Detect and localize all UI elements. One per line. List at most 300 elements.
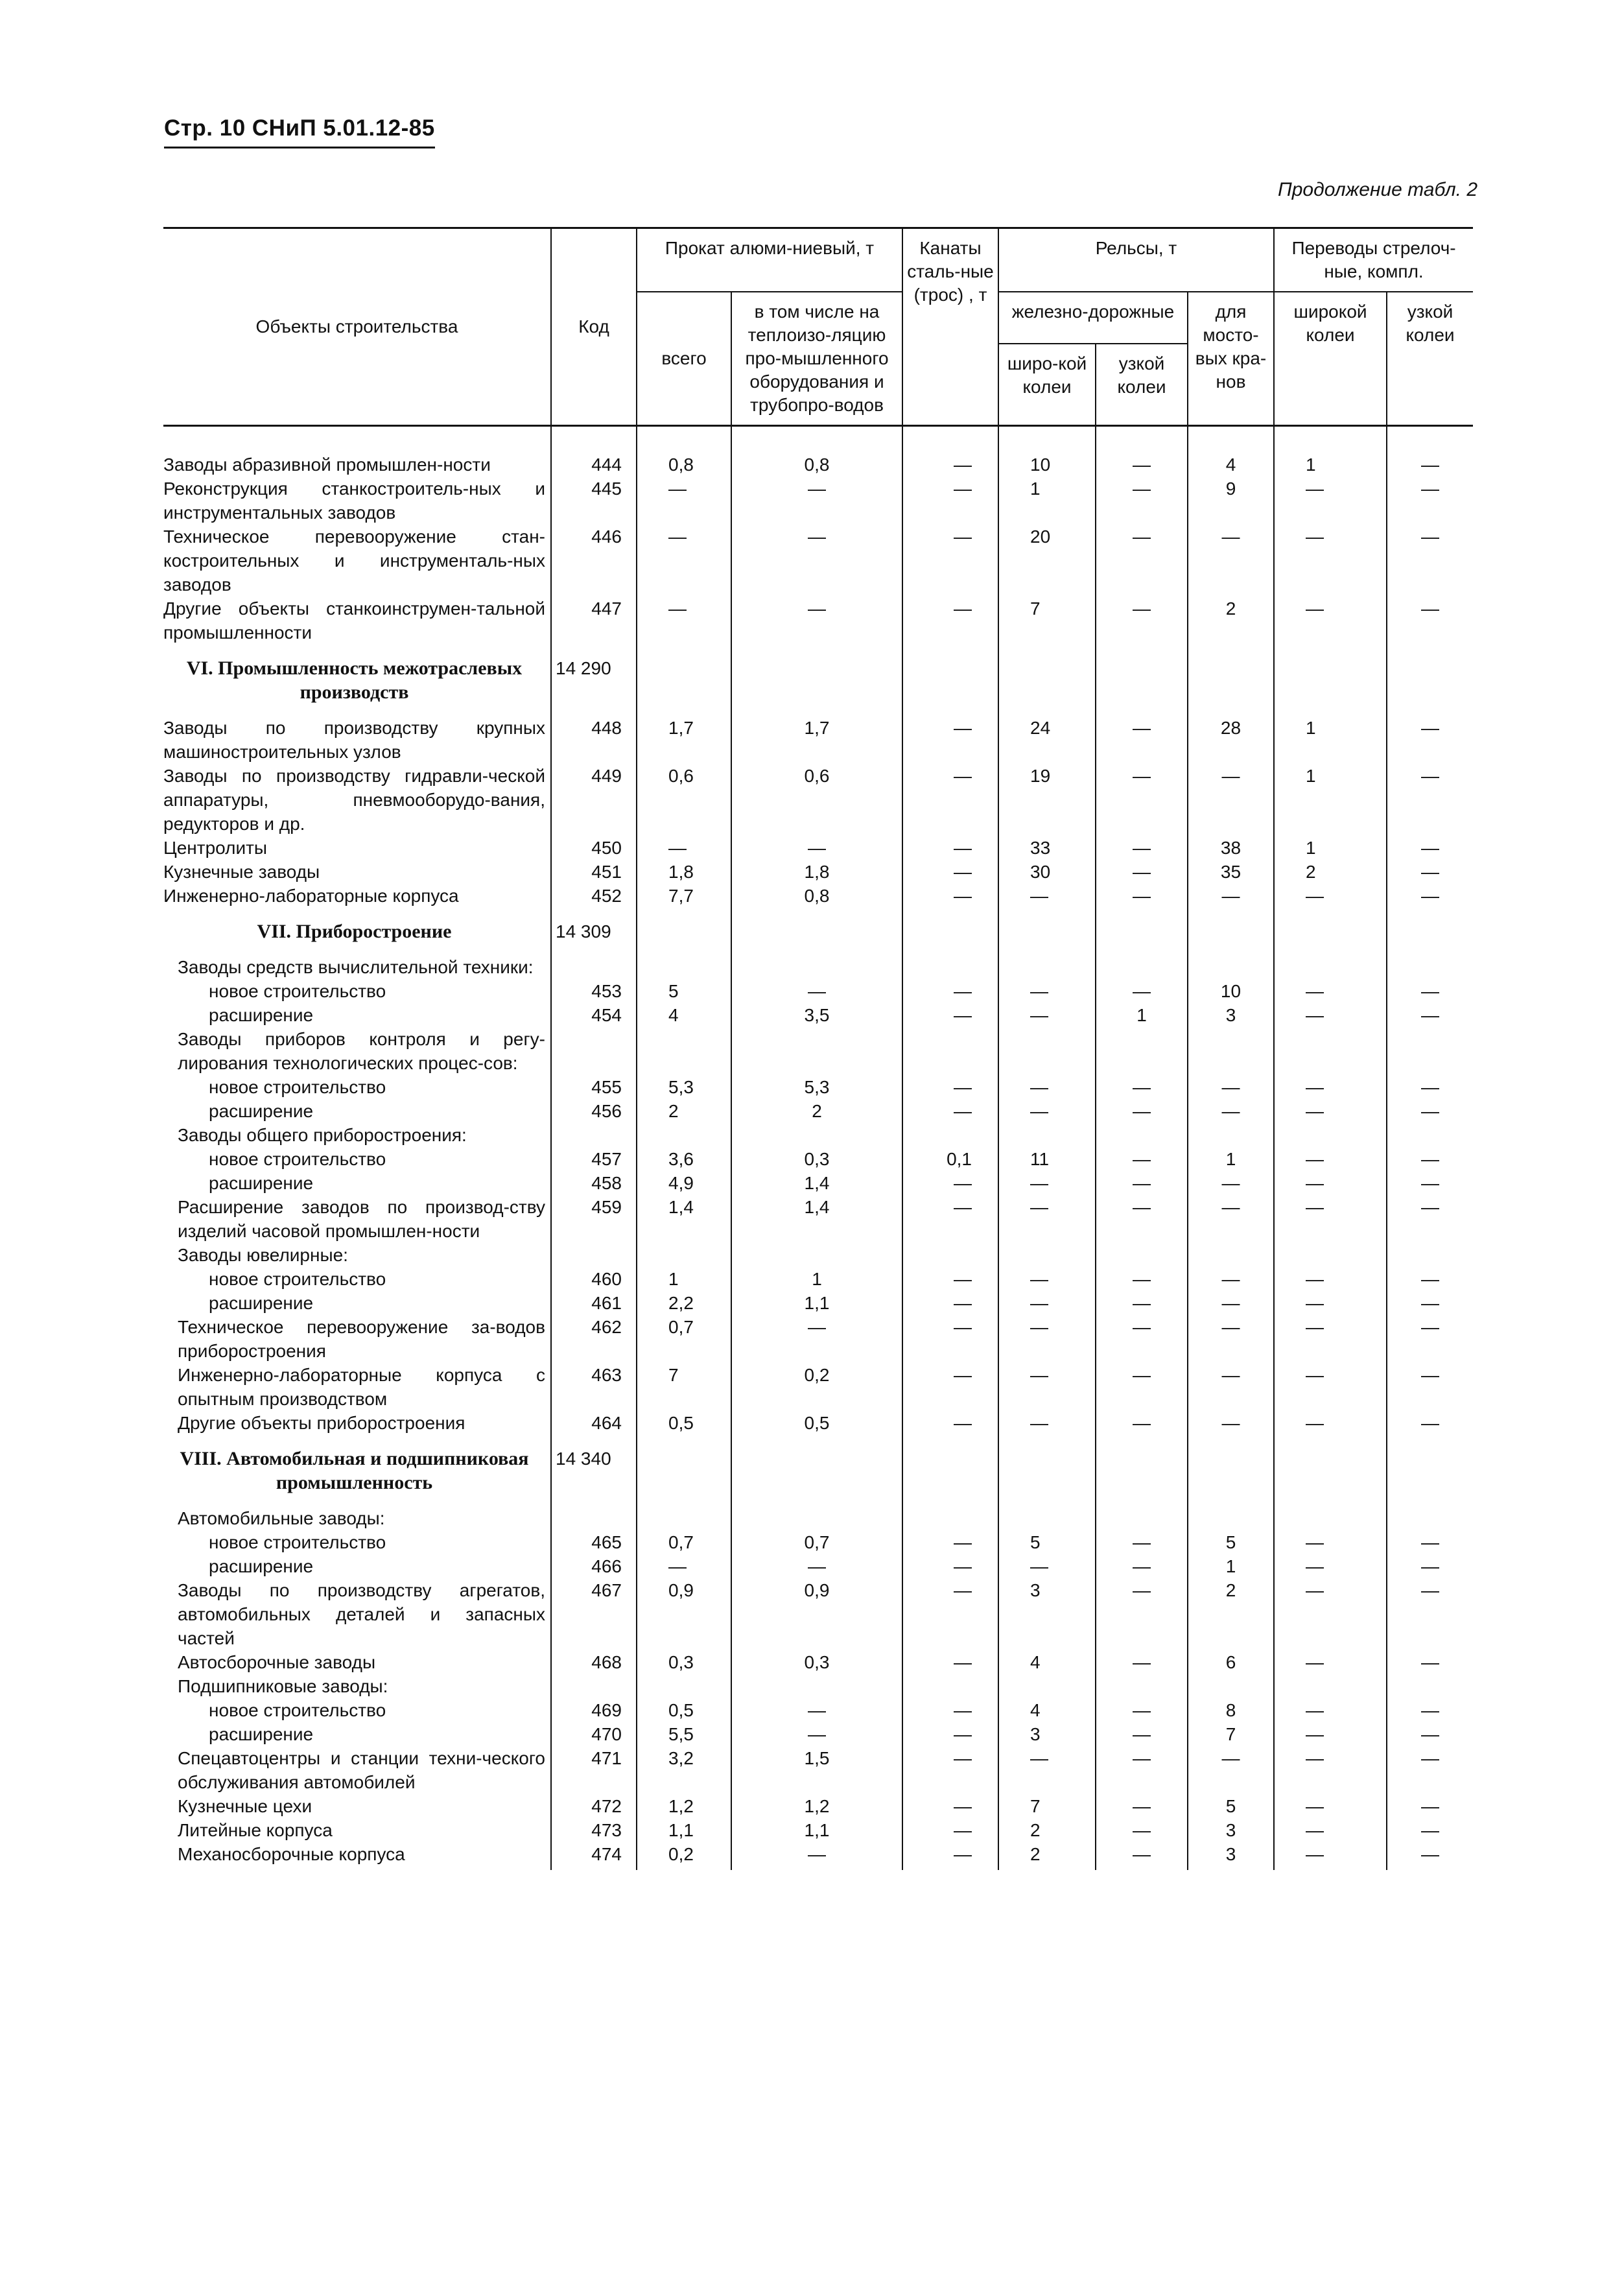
cell-sw-wide: 1 <box>1274 764 1387 836</box>
table-row <box>163 1075 1473 1099</box>
cell-alu-total <box>637 645 731 704</box>
cell-rails-narrow: — <box>1096 1746 1188 1794</box>
cell-sw-narrow: — <box>1387 1267 1473 1291</box>
cell-sw-narrow <box>1387 1243 1473 1267</box>
cell-ropes: — <box>902 1698 998 1722</box>
cell-rails-crane: — <box>1188 884 1274 908</box>
cell-sw-wide: — <box>1274 1578 1387 1650</box>
header-code: Код <box>551 228 637 426</box>
cell-sw-wide: — <box>1274 1650 1387 1674</box>
cell-rails-wide: — <box>998 1003 1096 1027</box>
cell-rails-narrow: — <box>1096 1578 1188 1650</box>
cell-sw-wide: — <box>1274 1746 1387 1794</box>
object-code: 464 <box>551 1411 637 1435</box>
cell-rails-crane: 28 <box>1188 704 1274 764</box>
cell-rails-narrow: — <box>1096 1363 1188 1411</box>
cell-sw-wide: 1 <box>1274 704 1387 764</box>
cell-rails-wide: — <box>998 1554 1096 1578</box>
table-row <box>163 979 1473 1003</box>
header-alu-incl: в том числе на теплоизо-ляцию про-мышленного оборудования и трубопро-водов <box>731 292 902 426</box>
cell-rails-crane: 2 <box>1188 597 1274 645</box>
cell-rails-crane: 1 <box>1188 1147 1274 1171</box>
object-name: Заводы по производству гидравли-ческой аппаратуры, пневмооборудо-вания, редукторов и др. <box>163 766 545 834</box>
cell-rails-crane: — <box>1188 1099 1274 1123</box>
object-name: Техническое перевооружение стан-костроительных и инструменталь-ных заводов <box>163 527 545 595</box>
cell-ropes: — <box>902 1291 998 1315</box>
object-code <box>551 1495 637 1530</box>
object-code: 14 309 <box>551 908 637 943</box>
header-alu-total: всего <box>637 292 731 426</box>
cell-alu-incl: 0,8 <box>731 426 902 477</box>
object-code: 470 <box>551 1722 637 1746</box>
cell-alu-total <box>637 1123 731 1147</box>
cell-sw-narrow <box>1387 1435 1473 1495</box>
cell-ropes: — <box>902 1267 998 1291</box>
cell-sw-wide: — <box>1274 884 1387 908</box>
cell-rails-wide <box>998 908 1096 943</box>
table-row <box>163 1099 1473 1123</box>
object-name: Заводы общего приборостроения: <box>178 1125 467 1145</box>
cell-alu-total: — <box>637 477 731 525</box>
cell-rails-crane <box>1188 943 1274 979</box>
object-name: Расширение заводов по производ-ству изделий часовой промышлен-ности <box>178 1197 545 1241</box>
table-row <box>163 477 1473 525</box>
table-row <box>163 1554 1473 1578</box>
object-name: новое строительство <box>209 1077 386 1097</box>
table-row <box>163 1363 1473 1411</box>
cell-rails-crane: 35 <box>1188 860 1274 884</box>
cell-rails-narrow: — <box>1096 525 1188 597</box>
cell-sw-wide: — <box>1274 525 1387 597</box>
cell-rails-wide: 4 <box>998 1650 1096 1674</box>
cell-sw-wide <box>1274 1123 1387 1147</box>
cell-alu-total: 0,2 <box>637 1842 731 1866</box>
table-row <box>163 1123 1473 1147</box>
cell-rails-crane: — <box>1188 1315 1274 1363</box>
object-code: 473 <box>551 1818 637 1842</box>
cell-rails-narrow: — <box>1096 1099 1188 1123</box>
cell-sw-narrow <box>1387 943 1473 979</box>
cell-ropes: — <box>902 1171 998 1195</box>
cell-alu-incl: — <box>731 1315 902 1363</box>
table-row <box>163 943 1473 979</box>
cell-rails-wide <box>998 645 1096 704</box>
object-code: 446 <box>551 525 637 597</box>
cell-sw-wide: — <box>1274 1171 1387 1195</box>
header-rails: Рельсы, т <box>998 228 1274 292</box>
cell-rails-narrow <box>1096 1123 1188 1147</box>
cell-sw-narrow: — <box>1387 426 1473 477</box>
object-code: 459 <box>551 1195 637 1243</box>
cell-rails-wide: — <box>998 884 1096 908</box>
table-row <box>163 597 1473 645</box>
cell-sw-wide: 1 <box>1274 836 1387 860</box>
table-row <box>163 764 1473 836</box>
table-row <box>163 1746 1473 1794</box>
cell-alu-total: 5,3 <box>637 1075 731 1099</box>
cell-alu-total: 1,2 <box>637 1794 731 1818</box>
cell-rails-crane <box>1188 1123 1274 1147</box>
cell-sw-wide: — <box>1274 1003 1387 1027</box>
cell-rails-wide: 4 <box>998 1698 1096 1722</box>
table-row <box>163 1578 1473 1650</box>
cell-alu-total: 7 <box>637 1363 731 1411</box>
table-row <box>163 1842 1473 1866</box>
object-name: новое строительство <box>209 981 386 1001</box>
table-row <box>163 836 1473 860</box>
cell-sw-narrow: — <box>1387 1650 1473 1674</box>
object-name: Спецавтоцентры и станции техни-ческого обслуживания автомобилей <box>178 1748 545 1792</box>
cell-ropes: — <box>902 1578 998 1650</box>
cell-rails-narrow <box>1096 1435 1188 1495</box>
cell-ropes: — <box>902 836 998 860</box>
cell-rails-wide <box>998 1027 1096 1075</box>
cell-alu-total <box>637 1027 731 1075</box>
object-name: Центролиты <box>163 838 268 858</box>
cell-rails-crane: — <box>1188 1411 1274 1435</box>
cell-rails-wide: — <box>998 1195 1096 1243</box>
cell-alu-incl: 0,5 <box>731 1411 902 1435</box>
cell-alu-incl: — <box>731 1698 902 1722</box>
table-row <box>163 426 1473 477</box>
cell-sw-wide <box>1274 645 1387 704</box>
object-name: расширение <box>209 1173 314 1193</box>
cell-rails-narrow: — <box>1096 426 1188 477</box>
cell-sw-narrow: — <box>1387 764 1473 836</box>
cell-ropes: — <box>902 979 998 1003</box>
cell-rails-wide <box>998 1435 1096 1495</box>
cell-alu-incl <box>731 645 902 704</box>
cell-rails-crane <box>1188 1027 1274 1075</box>
cell-sw-wide: — <box>1274 1099 1387 1123</box>
object-name: новое строительство <box>209 1269 386 1289</box>
cell-ropes: — <box>902 477 998 525</box>
table-row <box>163 884 1473 908</box>
cell-rails-narrow: — <box>1096 1554 1188 1578</box>
cell-rails-narrow: — <box>1096 1147 1188 1171</box>
object-code: 455 <box>551 1075 637 1099</box>
cell-rails-wide: — <box>998 1363 1096 1411</box>
cell-sw-wide <box>1274 1435 1387 1495</box>
object-name: новое строительство <box>209 1149 386 1169</box>
cell-rails-crane <box>1188 1435 1274 1495</box>
cell-alu-incl: — <box>731 836 902 860</box>
cell-ropes: — <box>902 1195 998 1243</box>
table-row <box>163 1411 1473 1435</box>
object-code: 452 <box>551 884 637 908</box>
cell-sw-narrow <box>1387 1123 1473 1147</box>
cell-rails-wide: 24 <box>998 704 1096 764</box>
cell-alu-incl: 1,2 <box>731 1794 902 1818</box>
cell-alu-incl: — <box>731 597 902 645</box>
page-header: Стр. 10 СНиП 5.01.12-85 <box>164 115 435 148</box>
cell-sw-wide <box>1274 1243 1387 1267</box>
cell-ropes: — <box>902 525 998 597</box>
cell-ropes <box>902 645 998 704</box>
cell-rails-wide <box>998 943 1096 979</box>
object-code: 453 <box>551 979 637 1003</box>
cell-alu-total: 0,5 <box>637 1698 731 1722</box>
object-code: 474 <box>551 1842 637 1866</box>
object-code <box>551 1243 637 1267</box>
table-row <box>163 1818 1473 1842</box>
object-name: Реконструкция станкостроитель-ных и инструментальных заводов <box>163 479 545 523</box>
cell-alu-incl: 1,4 <box>731 1171 902 1195</box>
object-code: 467 <box>551 1578 637 1650</box>
cell-alu-incl: 0,7 <box>731 1530 902 1554</box>
object-code: 463 <box>551 1363 637 1411</box>
object-name: Другие объекты станкоинструмен-тальной промышленности <box>163 598 545 643</box>
object-code <box>551 1027 637 1075</box>
object-name: Заводы по производству крупных машиностроительных узлов <box>163 718 545 762</box>
cell-rails-narrow: 1 <box>1096 1003 1188 1027</box>
object-name: Автосборочные заводы <box>178 1652 376 1672</box>
cell-alu-total: 1,4 <box>637 1195 731 1243</box>
cell-alu-incl <box>731 943 902 979</box>
cell-rails-wide: 20 <box>998 525 1096 597</box>
cell-rails-crane <box>1188 1243 1274 1267</box>
table-row <box>163 704 1473 764</box>
cell-alu-total: 7,7 <box>637 884 731 908</box>
materials-table <box>163 227 1473 1870</box>
cell-alu-total: 5,5 <box>637 1722 731 1746</box>
cell-rails-crane: 4 <box>1188 426 1274 477</box>
object-code: 472 <box>551 1794 637 1818</box>
cell-sw-wide: — <box>1274 1363 1387 1411</box>
cell-sw-narrow: — <box>1387 1147 1473 1171</box>
cell-rails-narrow: — <box>1096 1171 1188 1195</box>
cell-sw-wide: — <box>1274 1530 1387 1554</box>
header-ropes: Канаты сталь-ные (трос) , т <box>902 228 998 426</box>
cell-alu-total: 0,9 <box>637 1578 731 1650</box>
cell-sw-narrow: — <box>1387 1171 1473 1195</box>
object-code: 450 <box>551 836 637 860</box>
object-code <box>551 1123 637 1147</box>
cell-rails-crane: — <box>1188 1746 1274 1794</box>
cell-sw-narrow: — <box>1387 1578 1473 1650</box>
table-row <box>163 1027 1473 1075</box>
object-name: Заводы приборов контроля и регу-лирования технологических процес-сов: <box>178 1029 545 1073</box>
cell-sw-narrow: — <box>1387 1315 1473 1363</box>
object-name: Автомобильные заводы: <box>178 1508 385 1528</box>
object-name: Кузнечные цехи <box>178 1796 312 1816</box>
header-switches: Переводы стрелоч-ные, компл. <box>1274 228 1473 292</box>
cell-rails-narrow: — <box>1096 597 1188 645</box>
table-row <box>163 860 1473 884</box>
cell-rails-wide: 7 <box>998 597 1096 645</box>
table-row <box>163 1794 1473 1818</box>
cell-rails-crane: — <box>1188 525 1274 597</box>
cell-rails-crane: — <box>1188 1075 1274 1099</box>
cell-sw-wide <box>1274 1674 1387 1698</box>
cell-alu-total <box>637 1495 731 1530</box>
table-row <box>163 1674 1473 1698</box>
cell-alu-total: — <box>637 597 731 645</box>
cell-rails-crane: — <box>1188 1195 1274 1243</box>
cell-rails-narrow: — <box>1096 860 1188 884</box>
cell-rails-narrow: — <box>1096 1698 1188 1722</box>
object-code: 466 <box>551 1554 637 1578</box>
cell-alu-total: 0,8 <box>637 426 731 477</box>
cell-sw-wide <box>1274 943 1387 979</box>
cell-rails-crane: 9 <box>1188 477 1274 525</box>
cell-alu-incl <box>731 1243 902 1267</box>
cell-ropes <box>902 908 998 943</box>
cell-rails-narrow: — <box>1096 704 1188 764</box>
cell-alu-total <box>637 1435 731 1495</box>
cell-sw-wide <box>1274 908 1387 943</box>
cell-sw-wide: — <box>1274 1554 1387 1578</box>
cell-sw-narrow: — <box>1387 477 1473 525</box>
section-row <box>163 908 1473 943</box>
cell-rails-crane: 5 <box>1188 1794 1274 1818</box>
object-code <box>551 1674 637 1698</box>
table-row <box>163 1315 1473 1363</box>
cell-rails-wide: 3 <box>998 1722 1096 1746</box>
section-title: VI. Промышленность межотраслевых производств <box>186 657 523 703</box>
object-name: новое строительство <box>209 1532 386 1552</box>
cell-rails-wide: 3 <box>998 1578 1096 1650</box>
cell-ropes: — <box>902 1411 998 1435</box>
cell-ropes <box>902 1435 998 1495</box>
cell-rails-wide: — <box>998 1267 1096 1291</box>
cell-alu-total: 2,2 <box>637 1291 731 1315</box>
table-end-spacer <box>163 1866 1473 1870</box>
cell-rails-narrow: — <box>1096 1075 1188 1099</box>
cell-alu-incl: — <box>731 477 902 525</box>
cell-alu-total: 1,7 <box>637 704 731 764</box>
cell-rails-crane <box>1188 645 1274 704</box>
cell-sw-narrow: — <box>1387 884 1473 908</box>
table-row <box>163 1722 1473 1746</box>
cell-ropes <box>902 1674 998 1698</box>
cell-alu-incl: 1 <box>731 1267 902 1291</box>
cell-ropes: — <box>902 860 998 884</box>
cell-alu-incl: — <box>731 1722 902 1746</box>
cell-alu-total: 4 <box>637 1003 731 1027</box>
cell-alu-incl: 1,4 <box>731 1195 902 1243</box>
object-name: новое строительство <box>209 1700 386 1720</box>
cell-rails-wide: 30 <box>998 860 1096 884</box>
cell-alu-incl: 1,1 <box>731 1291 902 1315</box>
object-name: расширение <box>209 1724 314 1744</box>
cell-sw-narrow: — <box>1387 836 1473 860</box>
cell-rails-crane: — <box>1188 1171 1274 1195</box>
cell-alu-total <box>637 1243 731 1267</box>
cell-alu-total: 1,8 <box>637 860 731 884</box>
cell-alu-total: 0,7 <box>637 1530 731 1554</box>
cell-alu-total: 0,6 <box>637 764 731 836</box>
cell-alu-incl <box>731 1435 902 1495</box>
cell-rails-wide: — <box>998 1746 1096 1794</box>
object-code: 460 <box>551 1267 637 1291</box>
cell-alu-total: 0,5 <box>637 1411 731 1435</box>
cell-ropes: — <box>902 1099 998 1123</box>
cell-rails-wide: 2 <box>998 1818 1096 1842</box>
cell-alu-incl: 0,9 <box>731 1578 902 1650</box>
cell-rails-wide: 7 <box>998 1794 1096 1818</box>
header-switch-wide: широкой колеи <box>1274 292 1387 426</box>
cell-sw-narrow: — <box>1387 1075 1473 1099</box>
object-code: 14 290 <box>551 645 637 704</box>
cell-rails-crane: — <box>1188 764 1274 836</box>
cell-sw-wide: — <box>1274 1794 1387 1818</box>
object-name: Заводы абразивной промышлен-ности <box>163 455 491 475</box>
cell-rails-narrow <box>1096 1495 1188 1530</box>
cell-alu-total: 3,6 <box>637 1147 731 1171</box>
object-name: Заводы средств вычислительной техники: <box>178 957 534 977</box>
cell-rails-crane: 38 <box>1188 836 1274 860</box>
section-title: VIII. Автомобильная и подшипниковая промышленность <box>180 1448 529 1493</box>
object-code: 456 <box>551 1099 637 1123</box>
cell-alu-incl: — <box>731 1842 902 1866</box>
cell-rails-narrow: — <box>1096 477 1188 525</box>
cell-sw-narrow: — <box>1387 597 1473 645</box>
cell-alu-total: 4,9 <box>637 1171 731 1195</box>
cell-rails-narrow: — <box>1096 1267 1188 1291</box>
table-row <box>163 1495 1473 1530</box>
cell-rails-crane: 3 <box>1188 1842 1274 1866</box>
object-code: 462 <box>551 1315 637 1363</box>
cell-rails-crane <box>1188 1674 1274 1698</box>
cell-ropes: — <box>902 1363 998 1411</box>
cell-alu-incl: 0,2 <box>731 1363 902 1411</box>
cell-alu-total: 2 <box>637 1099 731 1123</box>
header-rails-railway: железно-дорожные <box>998 292 1188 344</box>
cell-sw-narrow <box>1387 1495 1473 1530</box>
cell-rails-crane: 3 <box>1188 1003 1274 1027</box>
cell-ropes <box>902 1243 998 1267</box>
cell-sw-narrow: — <box>1387 1195 1473 1243</box>
cell-sw-wide: — <box>1274 1291 1387 1315</box>
cell-sw-narrow: — <box>1387 860 1473 884</box>
cell-sw-wide: — <box>1274 1722 1387 1746</box>
cell-sw-narrow: — <box>1387 1794 1473 1818</box>
cell-sw-wide: 1 <box>1274 426 1387 477</box>
cell-alu-incl: 1,5 <box>731 1746 902 1794</box>
cell-alu-incl: 0,6 <box>731 764 902 836</box>
cell-sw-wide: — <box>1274 1411 1387 1435</box>
cell-alu-incl <box>731 1495 902 1530</box>
cell-rails-narrow: — <box>1096 1650 1188 1674</box>
table-row <box>163 525 1473 597</box>
header-rails-wide: широ-кой колеи <box>998 344 1096 426</box>
object-code: 447 <box>551 597 637 645</box>
cell-alu-incl: — <box>731 1554 902 1578</box>
object-name: Литейные корпуса <box>178 1820 333 1840</box>
table-row <box>163 1171 1473 1195</box>
object-name: расширение <box>209 1005 314 1025</box>
object-name: Техническое перевооружение за-водов приборостроения <box>178 1317 545 1361</box>
cell-ropes: — <box>902 1746 998 1794</box>
cell-rails-narrow: — <box>1096 1291 1188 1315</box>
cell-sw-wide: — <box>1274 1818 1387 1842</box>
cell-rails-crane: 8 <box>1188 1698 1274 1722</box>
header-objects: Объекты строительства <box>163 228 551 426</box>
table-row <box>163 1530 1473 1554</box>
cell-alu-total: — <box>637 836 731 860</box>
cell-rails-crane: 10 <box>1188 979 1274 1003</box>
cell-sw-narrow <box>1387 1674 1473 1698</box>
table-row <box>163 1195 1473 1243</box>
cell-alu-incl: 1,8 <box>731 860 902 884</box>
table-row <box>163 1147 1473 1171</box>
cell-rails-crane: 3 <box>1188 1818 1274 1842</box>
cell-rails-narrow: — <box>1096 1818 1188 1842</box>
cell-rails-crane: 5 <box>1188 1530 1274 1554</box>
cell-rails-wide: — <box>998 1171 1096 1195</box>
cell-alu-incl: 2 <box>731 1099 902 1123</box>
